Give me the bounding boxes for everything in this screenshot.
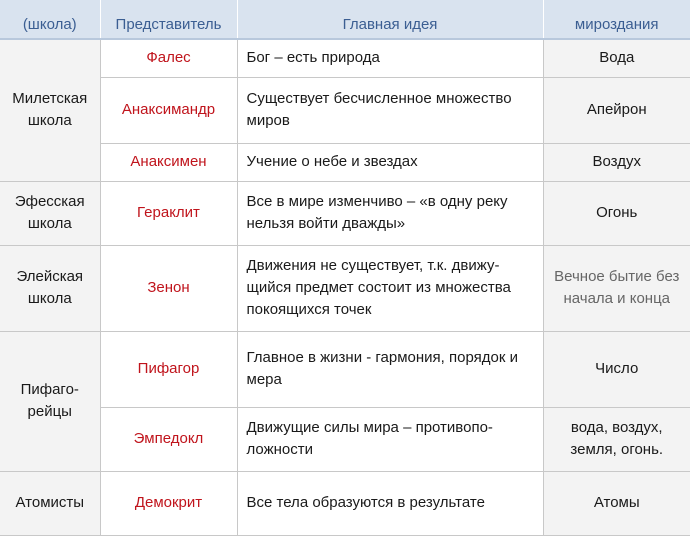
school-cell: Атомисты bbox=[0, 471, 100, 535]
school-cell: Пифаго-рейцы bbox=[0, 331, 100, 471]
table-row bbox=[0, 471, 690, 535]
representative-cell: Фалес bbox=[100, 39, 237, 77]
basis-cell: вода, воздух, земля, огонь. bbox=[543, 407, 690, 471]
representative-cell: Демокрит bbox=[100, 471, 237, 535]
representative-cell: Анаксимен bbox=[100, 143, 237, 181]
representative-cell: Гераклит bbox=[100, 181, 237, 245]
idea-cell: Движущие силы мира – противопо-ложности bbox=[237, 407, 543, 471]
school-cell: Милетская школа bbox=[0, 39, 100, 181]
basis-cell: Огонь bbox=[543, 181, 690, 245]
basis-cell: Апейрон bbox=[543, 77, 690, 143]
representative-cell: Зенон bbox=[100, 245, 237, 331]
idea-cell: Главное в жизни - гармония, порядок и мера bbox=[237, 331, 543, 407]
table-row bbox=[0, 39, 690, 77]
header-school: (школа) bbox=[0, 0, 100, 39]
idea-cell: Все тела образуются в результате bbox=[237, 471, 543, 535]
idea-cell: Бог – есть природа bbox=[237, 39, 543, 77]
table-row bbox=[0, 245, 690, 331]
representative-cell: Эмпедокл bbox=[100, 407, 237, 471]
idea-cell: Движения не существует, т.к. движу-щийся предмет состоит из множества покоящихся точек bbox=[237, 245, 543, 331]
representative-cell: Анаксимандр bbox=[100, 77, 237, 143]
basis-cell: Атомы bbox=[543, 471, 690, 535]
representative-cell: Пифагор bbox=[100, 331, 237, 407]
basis-cell: Вечное бытие без начала и конца bbox=[543, 245, 690, 331]
idea-cell: Существует бесчисленное множество миров bbox=[237, 77, 543, 143]
table-row bbox=[0, 77, 690, 143]
basis-cell: Вода bbox=[543, 39, 690, 77]
header-basis: мироздания bbox=[543, 0, 690, 39]
basis-cell: Воздух bbox=[543, 143, 690, 181]
school-cell: Элейская школа bbox=[0, 245, 100, 331]
table-row bbox=[0, 181, 690, 245]
school-cell: Эфесская школа bbox=[0, 181, 100, 245]
table-header-row bbox=[0, 0, 690, 39]
idea-cell: Учение о небе и звездах bbox=[237, 143, 543, 181]
header-representative: Представитель bbox=[100, 0, 237, 39]
basis-cell: Число bbox=[543, 331, 690, 407]
header-main-idea: Главная идея bbox=[237, 0, 543, 39]
table-row bbox=[0, 407, 690, 471]
table-row bbox=[0, 143, 690, 181]
idea-cell: Все в мире изменчиво – «в одну реку нельзя войти дважды» bbox=[237, 181, 543, 245]
table-row bbox=[0, 331, 690, 407]
